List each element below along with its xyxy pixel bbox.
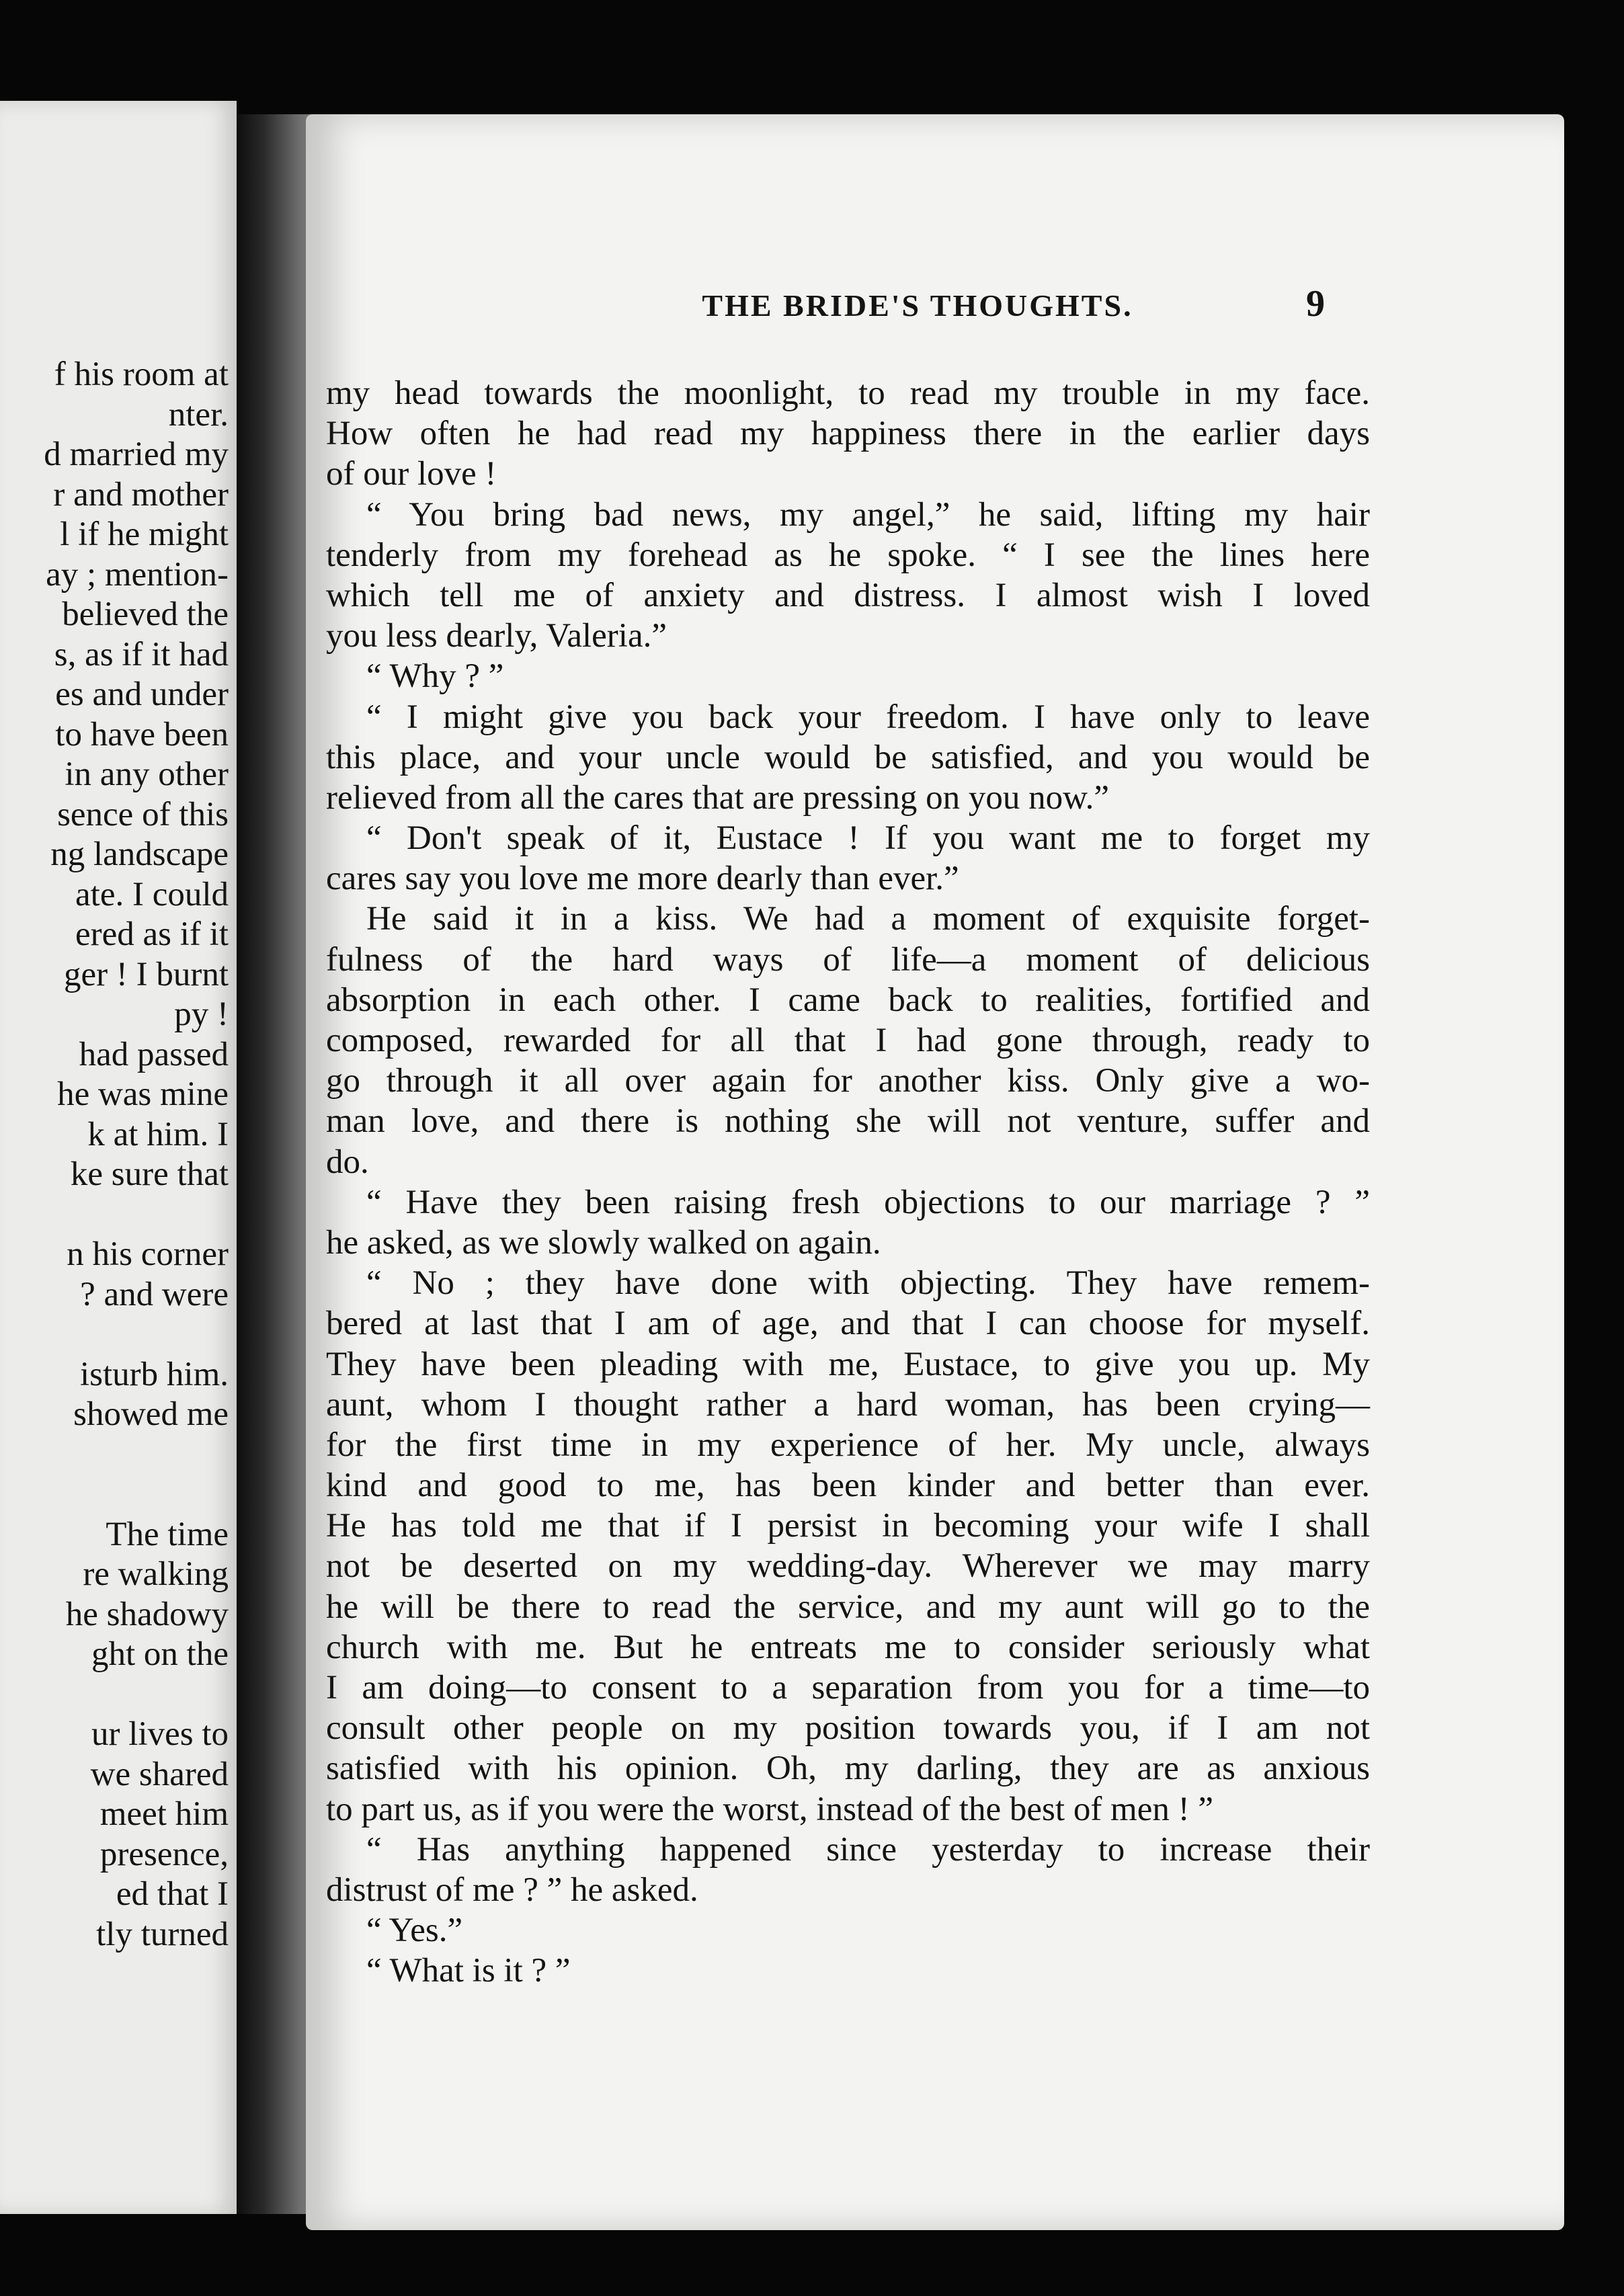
left-page-line (0, 1435, 229, 1475)
text-line: They have been pleading with me, Eustace, to give you up. My (326, 1345, 1370, 1383)
left-page-line: py ! (174, 995, 229, 1033)
left-page-line: ? and were (80, 1275, 229, 1313)
left-page-line: isturb him. (79, 1355, 229, 1393)
text-line: for the first time in my experience of her. My uncle, always (326, 1426, 1370, 1464)
left-page-line (0, 1675, 229, 1715)
left-page-line: ke sure that (70, 1155, 229, 1193)
left-page-line: re walking (83, 1555, 229, 1593)
left-page-line: had passed (79, 1035, 229, 1073)
left-page-line: ay ; mention- (46, 555, 229, 593)
text-line: tenderly from my forehead as he spoke. “ I see the lines here (326, 536, 1370, 574)
left-page-line: d married my (44, 436, 229, 473)
text-line: “ Yes.” (366, 1912, 463, 1950)
text-line: “ Why ? ” (366, 657, 504, 696)
left-page-line: k at him. I (87, 1115, 229, 1153)
left-page-line: he shadowy (65, 1595, 229, 1633)
left-page-line: r and mother (53, 475, 229, 514)
left-page (0, 101, 237, 2214)
body-text (326, 373, 1370, 1992)
text-line: He said it in a kiss. We had a moment of exquisite forget- (366, 900, 1370, 938)
text-line: kind and good to me, has been kinder and better than ever. (326, 1467, 1370, 1505)
left-page-line: meet him (99, 1795, 229, 1833)
text-line: relieved from all the cares that are pressing on you now.” (326, 778, 1110, 817)
text-line: satisfied with his opinion. Oh, my darling, they are as anxious (326, 1750, 1370, 1788)
text-line: fulness of the hard ways of life—a moment of delicious (326, 940, 1370, 979)
left-page-line: presence, (99, 1835, 229, 1873)
left-page-line (0, 1315, 229, 1355)
left-page-line: ed that I (116, 1875, 229, 1913)
text-line: of our love ! (326, 455, 497, 493)
text-line: he will be there to read the service, and my aunt will go to the (326, 1588, 1370, 1626)
text-line: man love, and there is nothing she will not venture, suffer and (326, 1102, 1370, 1141)
text-line: composed, rewarded for all that I had gone through, ready to (326, 1022, 1370, 1059)
text-line: absorption in each other. I came back to realities, fortified and (326, 981, 1370, 1019)
left-page-line: ght on the (91, 1635, 229, 1673)
left-page-line: we shared (90, 1755, 229, 1793)
left-page-line: n his corner (67, 1235, 229, 1273)
left-page-line (0, 1475, 229, 1515)
text-line: “ No ; they have done with objecting. They have remem- (366, 1264, 1370, 1303)
left-page-line: nter. (168, 395, 229, 434)
running-head: THE BRIDE'S THOUGHTS. (702, 288, 1133, 323)
left-page-line: tly turned (96, 1915, 229, 1953)
text-line: He has told me that if I persist in becoming your wife I shall (326, 1507, 1370, 1545)
left-page-line: f his room at (54, 356, 229, 393)
left-page-line: he was mine (57, 1075, 229, 1113)
text-line: “ You bring bad news, my angel,” he said, lifting my hair (366, 495, 1370, 534)
left-page-line: ate. I could (75, 875, 229, 913)
left-page-line: ered as if it (75, 915, 229, 953)
left-page-line: l if he might (60, 516, 229, 553)
text-line: do. (326, 1143, 369, 1181)
left-page-line: to have been (55, 715, 229, 753)
text-line: he asked, as we slowly walked on again. (326, 1223, 881, 1262)
text-line: to part us, as if you were the worst, instead of the best of men ! ” (326, 1790, 1213, 1828)
text-line: go through it all over again for another kiss. Only give a wo- (326, 1062, 1370, 1100)
left-page-line: ur lives to (91, 1715, 229, 1753)
text-line: bered at last that I am of age, and that I can choose for myself. (326, 1305, 1370, 1343)
text-line: “ Have they been raising fresh objections to our marriage ? ” (366, 1183, 1370, 1221)
text-line: aunt, whom I thought rather a hard woman, has been crying— (326, 1385, 1370, 1424)
left-page-text (0, 355, 229, 1955)
text-line: cares say you love me more dearly than ever.” (326, 860, 959, 898)
left-page-line: sence of this (57, 795, 229, 833)
text-line: not be deserted on my wedding-day. Wherever we may marry (326, 1547, 1370, 1586)
left-page-line: s, as if it had (54, 635, 229, 673)
left-page-line: ger ! I burnt (64, 955, 229, 993)
text-line: you less dearly, Valeria.” (326, 617, 667, 655)
text-line: I am doing—to consent to a separation from you for a time—to (326, 1669, 1370, 1707)
left-page-line: The time (106, 1515, 229, 1553)
text-line: my head towards the moonlight, to read my trouble in my face. (326, 374, 1370, 412)
text-line: “ Don't speak of it, Eustace ! If you want me to forget my (366, 819, 1370, 858)
text-line: which tell me of anxiety and distress. I almost wish I loved (326, 576, 1370, 614)
left-page-line: es and under (55, 675, 229, 713)
text-line: How often he had read my happiness there in the earlier days (326, 415, 1370, 453)
text-line: consult other people on my position towards you, if I am not (326, 1709, 1370, 1748)
text-line: this place, and your uncle would be satisfied, and you would be (326, 738, 1370, 776)
text-line: “ What is it ? ” (366, 1952, 571, 1990)
left-page-line: in any other (65, 755, 229, 793)
left-page-line: believed the (62, 596, 229, 633)
text-line: distrust of me ? ” he asked. (326, 1871, 698, 1909)
left-page-line (0, 1195, 229, 1235)
text-line: church with me. But he entreats me to consider seriously what (326, 1628, 1370, 1666)
right-page (306, 114, 1564, 2230)
left-page-line: ng landscape (50, 835, 229, 873)
left-page-line: showed me (73, 1395, 229, 1433)
text-line: “ Has anything happened since yesterday to increase their (366, 1830, 1370, 1869)
page-number: 9 (1306, 283, 1325, 325)
text-line: “ I might give you back your freedom. I have only to leave (366, 698, 1370, 736)
